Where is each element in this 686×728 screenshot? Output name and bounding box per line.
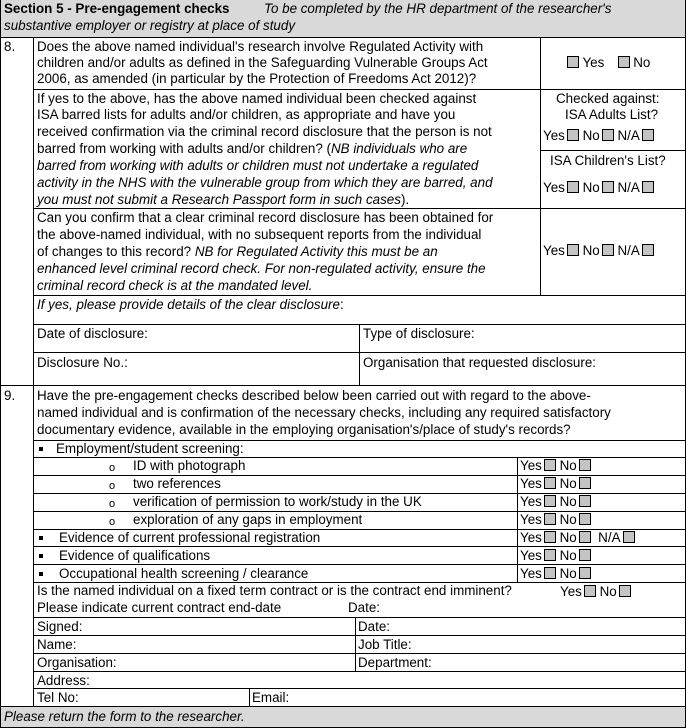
section-subtitle-2: substantive employer or registry at place of study	[4, 18, 296, 33]
yes-label: Yes	[520, 476, 542, 491]
q9-line-2: named individual and is confirmation of the necessary checks, including any required satisfactory	[37, 405, 611, 420]
qualifications-yes-checkbox[interactable]	[544, 549, 556, 561]
no-label: No	[582, 243, 600, 258]
yes-label: Yes	[543, 243, 565, 258]
yes-label: Yes	[520, 548, 542, 563]
q8-isa-children-no-checkbox[interactable]	[602, 181, 614, 193]
no-label: No	[559, 566, 577, 581]
q8-isa-line-2: ISA barred lists for adults and/or children, as appropriate and have you	[37, 107, 456, 122]
email-field[interactable]: Email:	[252, 690, 290, 705]
tel-field[interactable]: Tel No:	[37, 690, 79, 705]
no-label: No	[559, 494, 577, 509]
q8-isa-children-yes-checkbox[interactable]	[567, 181, 579, 193]
bullet-icon	[39, 572, 43, 576]
q8-regulated-no-checkbox[interactable]	[618, 56, 630, 68]
q8-isa-line-4	[37, 141, 467, 158]
check-gaps-in-employment: exploration of any gaps in employment	[133, 512, 363, 527]
q8-isa-line-3: received confirmation via the criminal record disclosure that the person is not	[37, 124, 492, 139]
disclosure-no-field[interactable]: Disclosure No.:	[37, 355, 128, 370]
bullet-icon	[39, 447, 43, 451]
yes-label: Yes	[560, 584, 582, 599]
q8-regulated-yes-checkbox[interactable]	[567, 56, 579, 68]
circle-bullet-icon: o	[109, 498, 116, 510]
check-gaps-yes-checkbox[interactable]	[544, 513, 556, 525]
type-of-disclosure-field[interactable]: Type of disclosure:	[363, 326, 475, 341]
no-label: No	[582, 180, 600, 195]
yes-label: Yes	[543, 128, 565, 143]
q8-isa-line-4-italic: NB individuals who are	[331, 141, 468, 156]
q8-isa-line-7-italic: you must not submit a Research Passport form in such cases	[37, 192, 401, 207]
circle-bullet-icon: o	[109, 462, 116, 474]
q8-isa-line-1: If yes to the above, has the above named individual been checked against	[37, 91, 477, 106]
no-label: No	[633, 55, 651, 70]
q8-clear-no-checkbox[interactable]	[602, 244, 614, 256]
q8-clear-line-1: Can you confirm that a clear criminal record disclosure has been obtained for	[37, 210, 494, 225]
employment-screening-label: Employment/student screening:	[56, 441, 244, 456]
circle-bullet-icon: o	[109, 480, 116, 492]
q8-clear-options	[543, 243, 654, 259]
yes-label: Yes	[582, 55, 605, 70]
q8-regulated-line-1: Does the above named individual's research involve Regulated Activity with	[37, 39, 484, 54]
section-subtitle-1: To be completed by the HR department of the researcher's	[264, 1, 612, 16]
professional-na-checkbox[interactable]	[623, 531, 635, 543]
check-permission-to-work: verification of permission to work/study in the UK	[133, 494, 422, 509]
q8-clear-line-3-italic: NB for Regulated Activity this must be an	[194, 244, 438, 259]
fixed-term-question: Is the named individual on a fixed term contract or is the contract end imminent?	[37, 583, 512, 598]
fixed-term-no-checkbox[interactable]	[619, 585, 631, 597]
no-label: No	[582, 128, 600, 143]
isa-children-list-label: ISA Children's List?	[550, 153, 666, 168]
q8-isa-line-7-tail: ).	[400, 192, 410, 207]
yes-label: Yes	[520, 458, 542, 473]
q8-clear-line-4: enhanced level criminal record check. For non-regulated activity, ensure the	[37, 261, 486, 276]
yes-label: Yes	[543, 180, 565, 195]
q8-clear-line-3	[37, 244, 438, 261]
check-permission-no-checkbox[interactable]	[579, 495, 591, 507]
yes-label: Yes	[520, 494, 542, 509]
q8-isa-adults-na-checkbox[interactable]	[642, 129, 654, 141]
q8-isa-children-na-checkbox[interactable]	[642, 181, 654, 193]
fixed-term-options	[560, 584, 631, 600]
professional-no-checkbox[interactable]	[579, 531, 591, 543]
professional-registration-label: Evidence of current professional registration	[59, 530, 321, 545]
qualifications-label: Evidence of qualifications	[59, 548, 211, 563]
q8-isa-adults-yes-checkbox[interactable]	[567, 129, 579, 141]
check-two-references: two references	[133, 476, 221, 491]
q8-isa-adults-no-checkbox[interactable]	[602, 129, 614, 141]
na-label: N/A	[617, 128, 640, 143]
fixed-term-yes-checkbox[interactable]	[584, 585, 596, 597]
check-permission-options	[520, 494, 591, 510]
no-label: No	[559, 548, 577, 563]
no-label: No	[559, 530, 577, 545]
q8-number: 8.	[4, 39, 16, 54]
check-gaps-options	[520, 512, 591, 528]
q8-details-colon: :	[339, 297, 344, 312]
circle-bullet-icon: o	[109, 516, 116, 528]
q8-isa-line-4-normal: barred from working with adults and/or children? (	[37, 141, 331, 156]
q8-clear-line-2: the above-named individual, with no subsequent reports from the individual	[37, 227, 482, 242]
footer-note: Please return the form to the researcher.	[4, 709, 245, 724]
occupational-no-checkbox[interactable]	[579, 567, 591, 579]
q9-number: 9.	[4, 388, 16, 403]
professional-registration-options	[520, 530, 635, 546]
q9-line-1: Have the pre-engagement checks described below been carried out with regard to the above-	[37, 388, 591, 403]
no-label: No	[599, 584, 617, 599]
check-id-no-checkbox[interactable]	[579, 459, 591, 471]
occupational-health-label: Occupational health screening / clearance	[59, 566, 309, 581]
q8-clear-line-3-normal: of changes to this record?	[37, 244, 195, 259]
contract-end-date-label: Please indicate current contract end-date	[37, 600, 282, 615]
name-field[interactable]: Name:	[37, 637, 77, 652]
check-gaps-no-checkbox[interactable]	[579, 513, 591, 525]
q8-clear-line-5: criminal record check is at the mandated level.	[37, 278, 313, 293]
professional-yes-checkbox[interactable]	[544, 531, 556, 543]
check-references-options	[520, 476, 591, 492]
checked-against-label: Checked against:	[556, 91, 660, 106]
organisation-requested-field[interactable]: Organisation that requested disclosure:	[363, 355, 596, 370]
q8-regulated-line-2: children and/or adults as defined in the Safeguarding Vulnerable Groups Act	[37, 55, 488, 70]
q8-isa-children-options	[543, 180, 654, 196]
na-label: N/A	[598, 530, 621, 545]
q8-regulated-line-3: 2006, as amended (in particular by the Protection of Freedoms Act 2012)?	[37, 71, 477, 86]
section-title: Section 5 - Pre-engagement checks	[4, 1, 230, 16]
q9-line-3: documentary evidence, available in the employing organisation's/place of study's records?	[37, 422, 571, 437]
check-references-yes-checkbox[interactable]	[544, 477, 556, 489]
isa-adults-list-label: ISA Adults List?	[565, 107, 659, 122]
q8-isa-line-7	[37, 192, 409, 209]
q8-details-italic: If yes, please provide details of the clear disclosure	[37, 297, 340, 312]
check-permission-yes-checkbox[interactable]	[544, 495, 556, 507]
bullet-icon	[39, 536, 43, 540]
na-label: N/A	[617, 180, 640, 195]
qualifications-no-checkbox[interactable]	[579, 549, 591, 561]
check-id-yes-checkbox[interactable]	[544, 459, 556, 471]
no-label: No	[559, 476, 577, 491]
occupational-health-options	[520, 566, 591, 582]
qualifications-options	[520, 548, 591, 564]
q8-clear-na-checkbox[interactable]	[642, 244, 654, 256]
q8-details-prompt	[37, 297, 344, 314]
department-field[interactable]: Department:	[358, 655, 432, 670]
q8-isa-line-5: barred from working with adults or children must not undertake a regulated	[37, 158, 479, 173]
no-label: No	[559, 458, 577, 473]
organisation-field[interactable]: Organisation:	[37, 655, 117, 670]
yes-label: Yes	[520, 566, 542, 581]
no-label: No	[559, 512, 577, 527]
signed-field[interactable]: Signed:	[37, 619, 83, 634]
signoff-date-field[interactable]: Date:	[358, 619, 391, 634]
contract-end-date-field[interactable]: Date:	[348, 600, 381, 615]
check-id-photograph: ID with photograph	[133, 458, 246, 473]
yes-label: Yes	[520, 530, 542, 545]
date-of-disclosure-field[interactable]: Date of disclosure:	[37, 326, 148, 341]
q8-regulated-options	[565, 55, 650, 71]
bullet-icon	[39, 554, 43, 558]
yes-label: Yes	[520, 512, 542, 527]
address-field[interactable]: Address:	[37, 673, 90, 688]
na-label: N/A	[617, 243, 640, 258]
occupational-yes-checkbox[interactable]	[544, 567, 556, 579]
q8-isa-adults-options	[543, 128, 654, 144]
check-id-options	[520, 458, 591, 474]
q8-clear-yes-checkbox[interactable]	[567, 244, 579, 256]
job-title-field[interactable]: Job Title:	[358, 637, 412, 652]
check-references-no-checkbox[interactable]	[579, 477, 591, 489]
q8-isa-line-6: activity in the NHS with the vulnerable group from which they are barred, and	[37, 175, 493, 190]
